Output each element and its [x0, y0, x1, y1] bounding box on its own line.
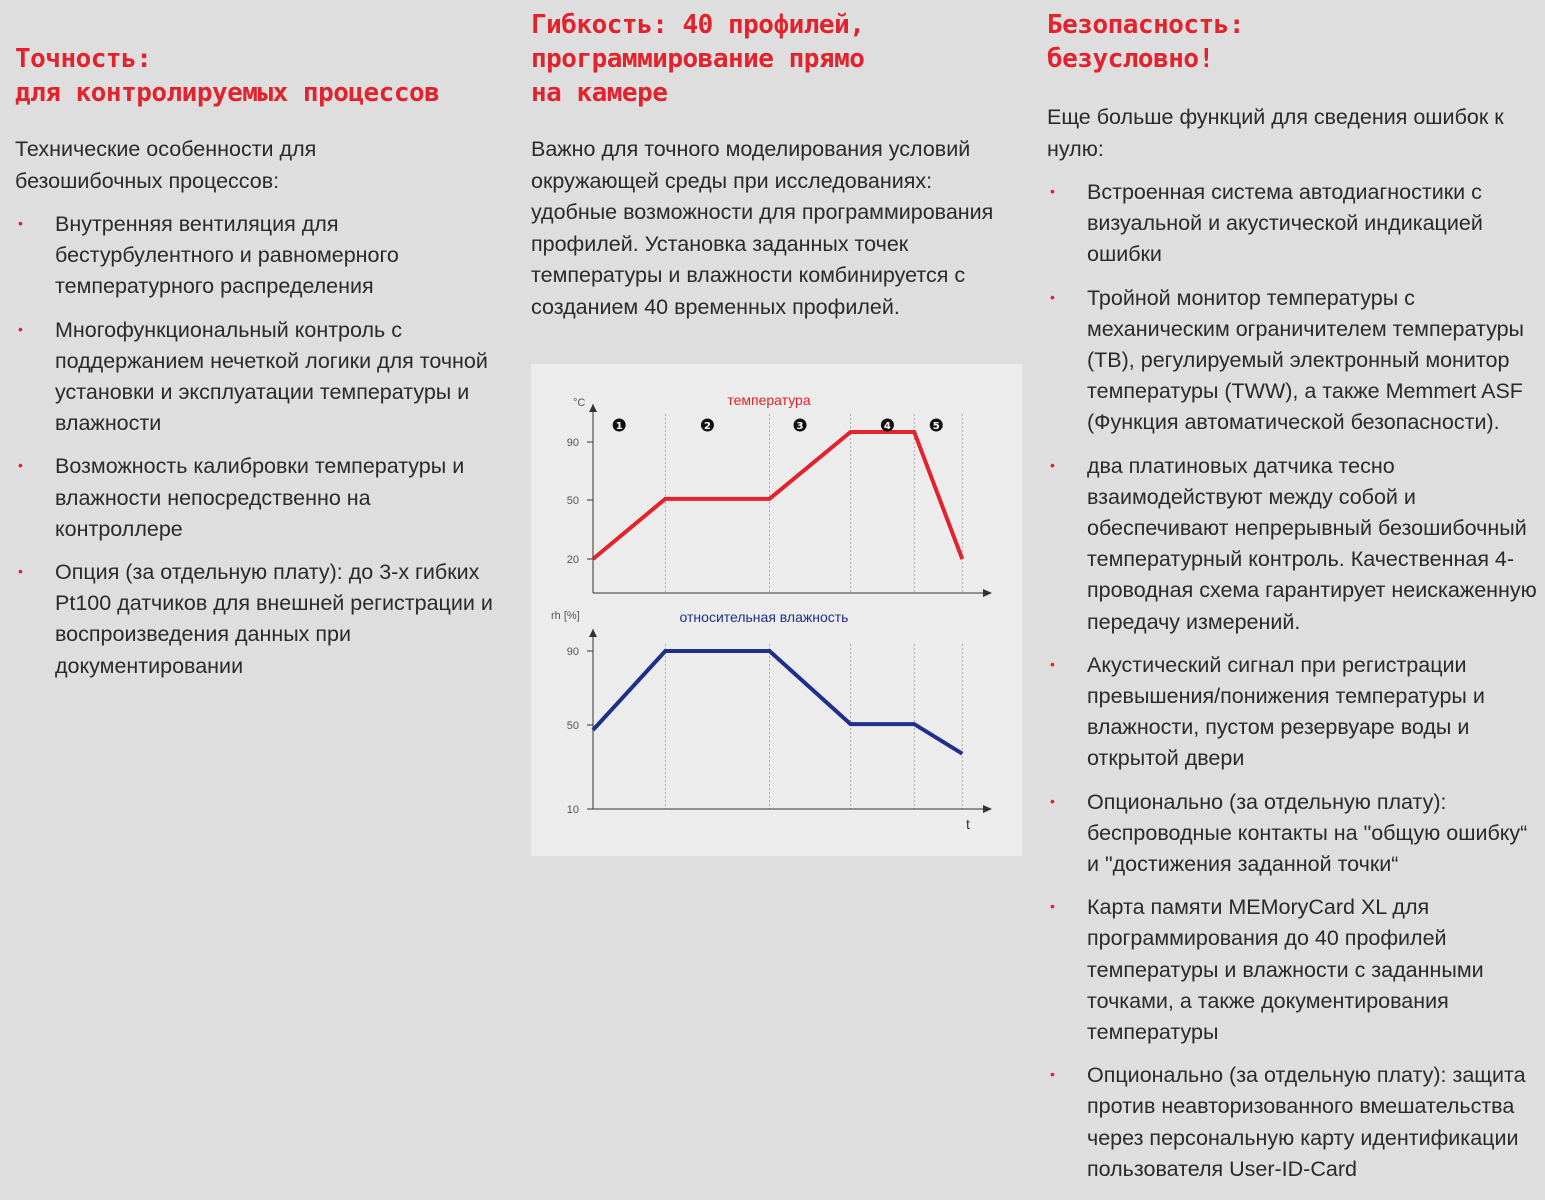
safety-intro: Еще больше функций для сведения ошибок к нулю: [1047, 105, 1504, 161]
x-axis-label: t [966, 816, 970, 832]
y-axis-label: °C [573, 397, 586, 409]
y-axis-arrow [589, 404, 597, 412]
list-item: • Опция (за отдельную плату): до 3-х гибких Pt100 датчиков для внешней регистрации и воспроизведения данных при документировании [15, 557, 495, 682]
column-safety [1047, 0, 1539, 1185]
y-tick-label: 90 [566, 646, 579, 658]
list-item: • Встроенная система автодиагностики с визуальной и акустической индикацией ошибки [1047, 177, 1539, 271]
y-tick-label: 50 [566, 495, 579, 507]
precision-title: Точность: для контролируемых процессов [15, 44, 440, 108]
segment-number: 2 [703, 421, 711, 432]
safety-title: Безопасность: безусловно! [1047, 10, 1244, 74]
humidity-series-label: относительная влажность [679, 609, 849, 625]
list-item: • Опционально (за отдельную плату): защита против неавторизованного вмешательства через персональную карту идентификации пользователя User-ID-Card [1047, 1060, 1539, 1185]
y-tick-label: 90 [566, 437, 579, 449]
segment-number: 3 [796, 421, 804, 432]
y-tick-label: 20 [566, 554, 579, 566]
y-axis-arrow [589, 629, 597, 637]
list-item: • Карта памяти MEMoryCard XL для программирования до 40 профилей температуры и влажности с заданными точками, а также документирования температуры [1047, 892, 1539, 1048]
precision-intro: Технические особенности для безошибочных процессов: [15, 137, 317, 193]
list-item: • Тройной монитор температуры с механическим ограничителем температуры (TB), регулируемый электронный монитор температуры (TWW), а также Memmert ASF (Функция автоматической безопасности). [1047, 283, 1539, 439]
y-axis-label: rh [%] [551, 610, 580, 622]
flexibility-intro: Важно для точного моделирования условий окружающей среды при исследованиях: удобные возможности для программирования профилей. Установка заданных точек температуры и влажности комбинируется с созданием 40 временных профилей. [531, 137, 994, 319]
temperature-series-label: температура [727, 392, 811, 408]
temperature-line [593, 432, 962, 559]
safety-list [1047, 177, 1539, 1185]
profile-chart-panel [531, 364, 1022, 856]
list-item: • Внутренняя вентиляция для бестурбулентного и равномерного температурного распределения [15, 209, 495, 303]
segment-number: 5 [932, 421, 940, 432]
list-item: • Акустический сигнал при регистрации превышения/понижения температуры и влажности, пустом резервуаре воды и открытой двери [1047, 650, 1539, 775]
x-axis-arrow [983, 589, 992, 597]
list-item: • Многофункциональный контроль с поддержанием нечеткой логики для точной установки и эксплуатации температуры и влажности [15, 315, 495, 440]
x-axis-arrow [983, 805, 992, 813]
segment-number: 1 [615, 421, 623, 432]
profile-chart [531, 364, 1022, 856]
precision-list [15, 209, 495, 682]
y-tick-label: 50 [566, 720, 579, 732]
list-item: • два платиновых датчика тесно взаимодействуют между собой и обеспечивают непрерывный безошибочный температурный контроль. Качественная 4-проводная схема гарантирует неискаженную передачу измерений. [1047, 451, 1539, 638]
flexibility-title: Гибкость: 40 профилей, программирование прямо на камере [531, 10, 865, 108]
list-item: • Возможность калибровки температуры и влажности непосредственно на контроллере [15, 451, 495, 545]
segment-number: 4 [883, 421, 891, 432]
column-flexibility [531, 0, 1031, 323]
humidity-line [593, 651, 962, 754]
list-item: • Опционально (за отдельную плату): беспроводные контакты на "общую ошибку“ и "достижения заданной точки“ [1047, 787, 1539, 881]
column-precision [15, 0, 495, 682]
y-tick-label: 10 [566, 804, 579, 816]
